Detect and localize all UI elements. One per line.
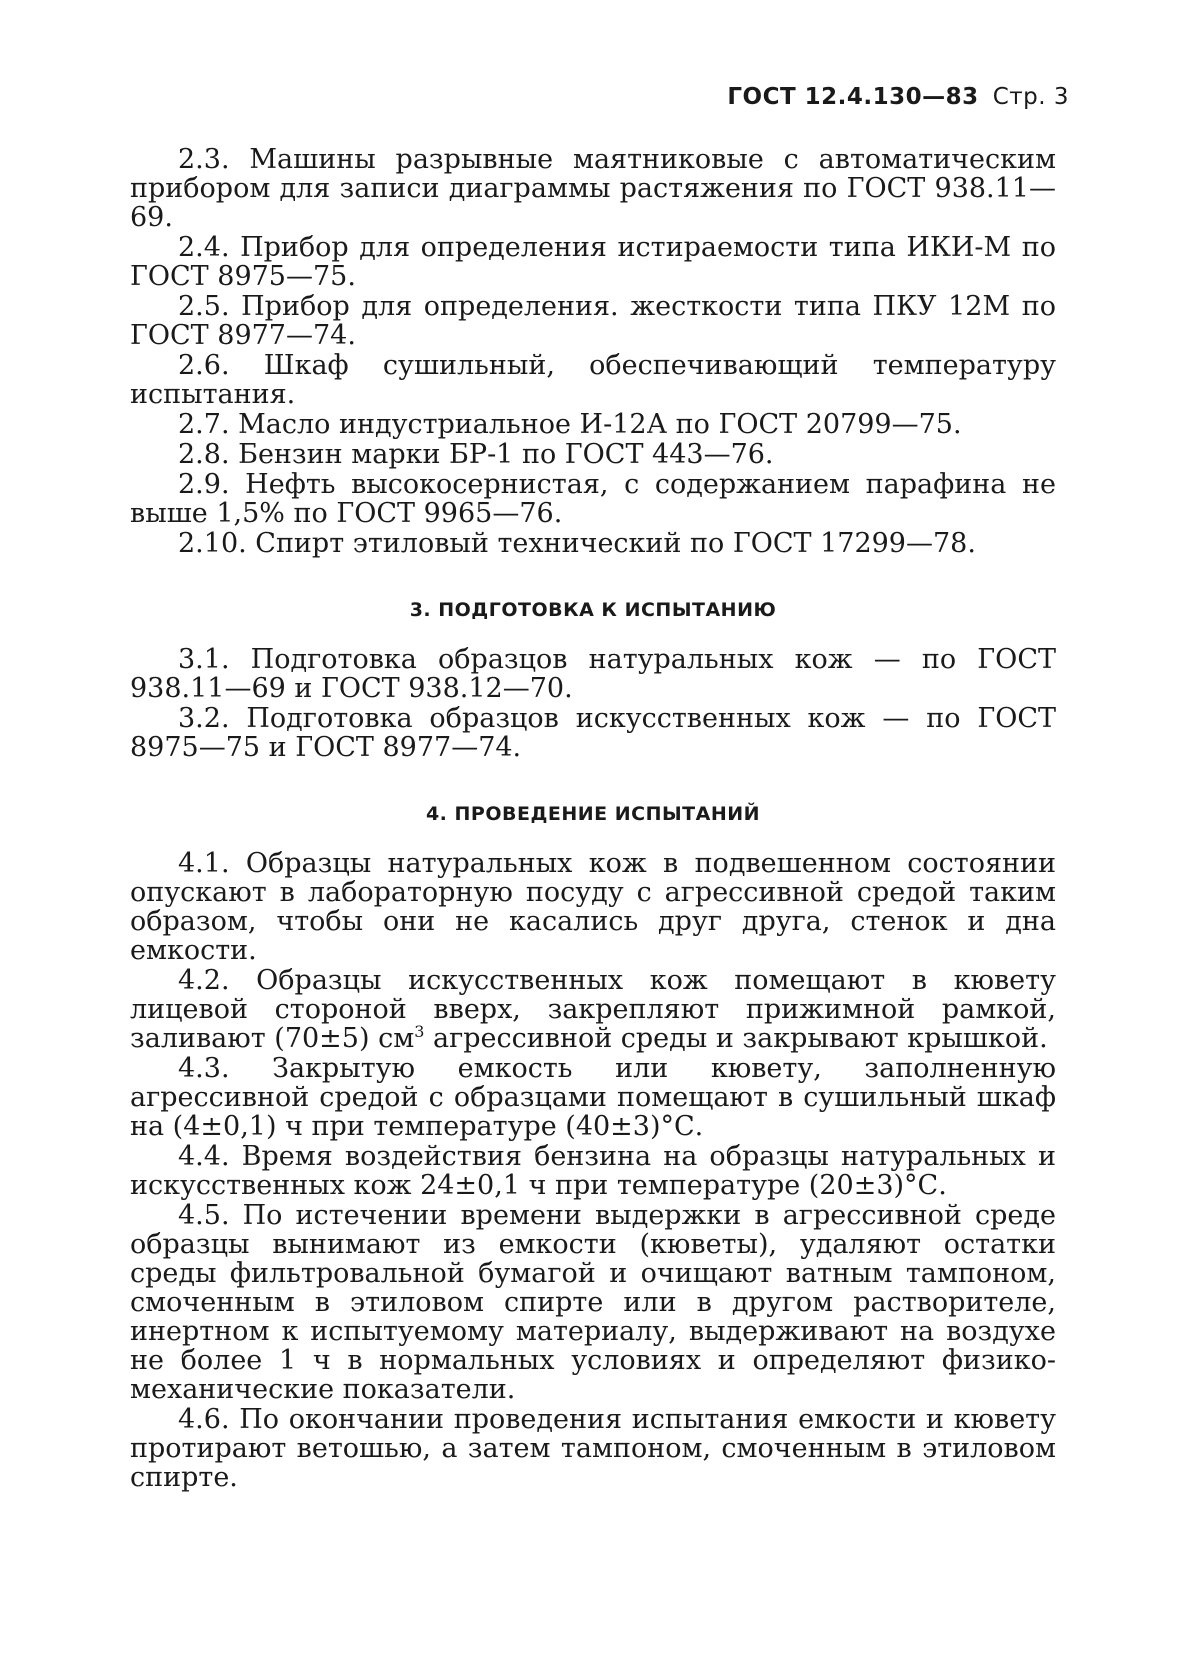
paragraph-2-10: 2.10. Спирт этиловый технический по ГОСТ 17299—78.	[178, 528, 976, 559]
paragraph-2-8: 2.8. Бензин марки БР-1 по ГОСТ 443—76.	[178, 439, 774, 470]
paragraph-4-6: 4.6. По окончании проведения испытания емкости и кювету протирают ветошью, а затем тампоном, смоченным в этиловом спирте.	[130, 1404, 1056, 1493]
paragraph-4-3: 4.3. Закрытую емкость или кювету, заполненную агрессивной средой с образцами помещают в сушильный шкаф на (4±0,1) ч при температуре (40±3)°С.	[130, 1053, 1056, 1142]
section-4-heading: 4. ПРОВЕДЕНИЕ ИСПЫТАНИЙ	[425, 803, 761, 825]
paragraph-2-9: 2.9. Нефть высокосернистая, с содержанием парафина не выше 1,5% по ГОСТ 9965—76.	[130, 469, 1056, 529]
page-header	[727, 84, 1069, 110]
standard-number: ГОСТ 12.4.130—83	[727, 84, 979, 110]
paragraph-4-4: 4.4. Время воздействия бензина на образцы натуральных и искусственных кож 24±0,1 ч при температуре (20±3)°С.	[130, 1141, 1056, 1201]
paragraph-2-7: 2.7. Масло индустриальное И-12А по ГОСТ 20799—75.	[178, 409, 962, 440]
paragraph-3-1: 3.1. Подготовка образцов натуральных кож — по ГОСТ 938.11—69 и ГОСТ 938.12—70.	[130, 644, 1056, 704]
paragraph-4-2-text: 4.2. Образцы искусственных кож помещают в кювету лицевой стороной вверх, закрепляют прижимной рамкой, заливают (70±5) см	[130, 965, 1056, 1054]
paragraph-2-6: 2.6. Шкаф сушильный, обеспечивающий температуру испытания.	[130, 350, 1056, 410]
paragraph-2-5: 2.5. Прибор для определения. жесткости типа ПКУ 12М по ГОСТ 8977—74.	[130, 291, 1056, 351]
paragraph-2-3: 2.3. Машины разрывные маятниковые с автоматическим прибором для записи диаграммы растяжения по ГОСТ 938.11—69.	[130, 144, 1056, 233]
paragraph-3-2: 3.2. Подготовка образцов искусственных кож — по ГОСТ 8975—75 и ГОСТ 8977—74.	[130, 703, 1056, 763]
superscript: 3	[414, 1022, 425, 1041]
section-3-heading: 3. ПОДГОТОВКА К ИСПЫТАНИЮ	[409, 599, 777, 621]
paragraph-4-5: 4.5. По истечении времени выдержки в агрессивной среде образцы вынимают из емкости (кюветы), удаляют остатки среды фильтровальной бумагой и очищают ватным тампоном, смоченным в этиловом спирте или в другом растворителе, инертном к испытуемому материалу, выдерживают на воздухе не более 1 ч в нормальных условиях и определяют физико-механические показатели.	[130, 1200, 1056, 1405]
page-number: Стр. 3	[992, 84, 1069, 110]
paragraph-4-1: 4.1. Образцы натуральных кож в подвешенном состоянии опускают в лабораторную посуду с агрессивной средой таким образом, чтобы они не касались друг друга, стенок и дна емкости.	[130, 848, 1056, 966]
paragraph-4-2	[130, 966, 1056, 1053]
paragraph-4-2-text-end: агрессивной среды и закрывают крышкой.	[424, 1023, 1048, 1054]
document-body	[130, 145, 1056, 1493]
paragraph-2-4: 2.4. Прибор для определения истираемости типа ИКИ-М по ГОСТ 8975—75.	[130, 232, 1056, 292]
